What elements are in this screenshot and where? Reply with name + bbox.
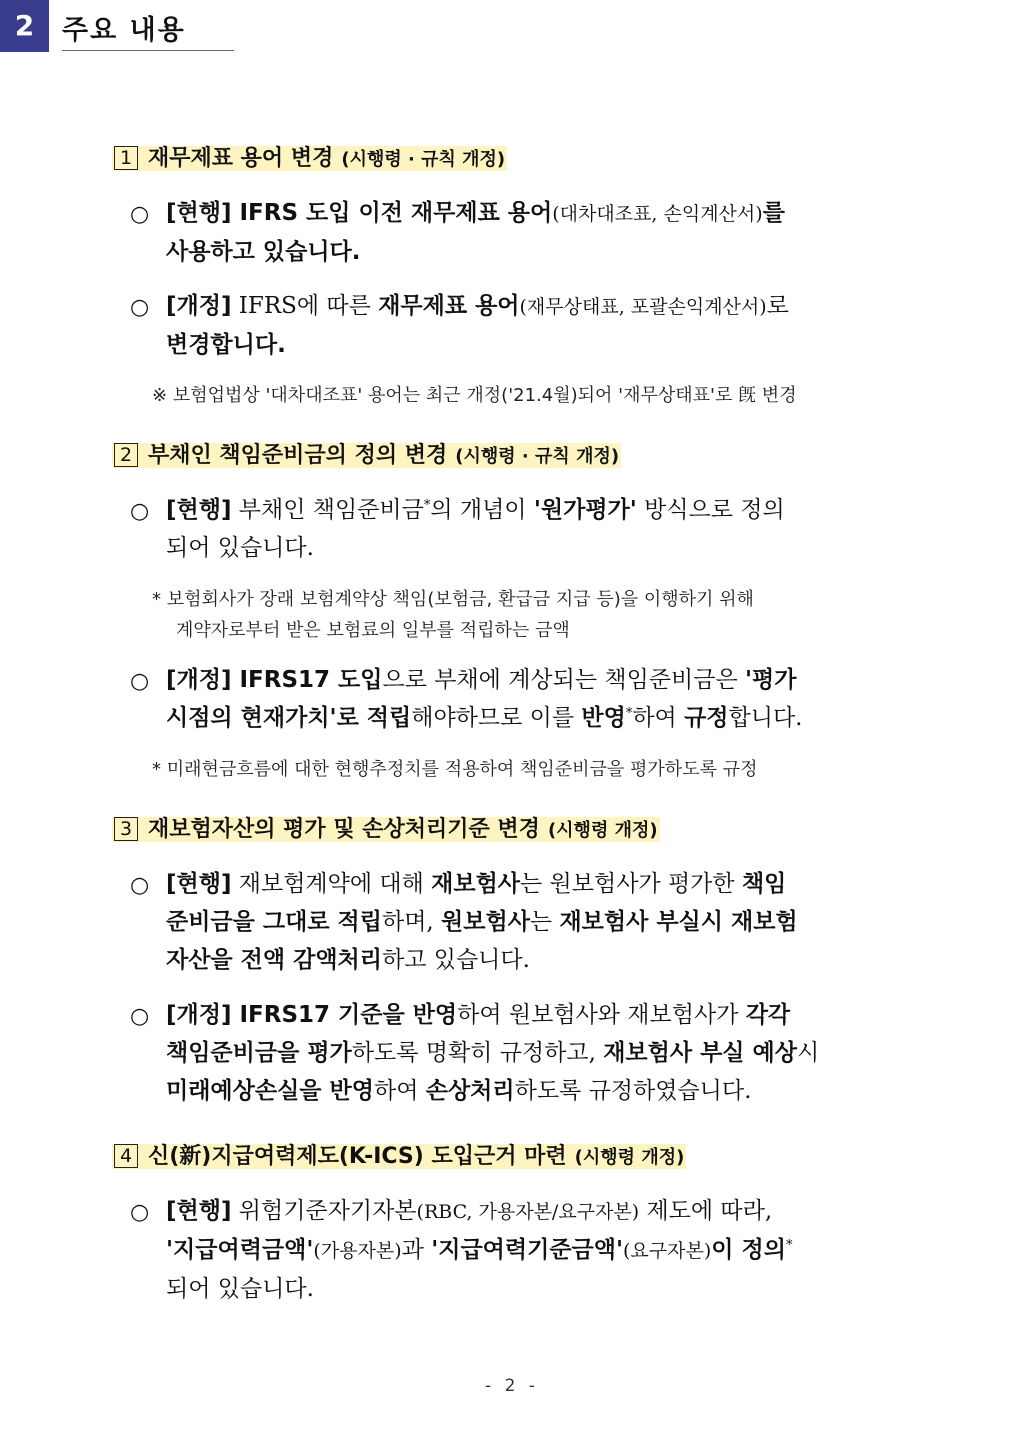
bullet-icon: ○ — [130, 873, 150, 898]
item-number-box: 2 — [114, 443, 138, 467]
footnote-valuation: * 미래현금흐름에 대한 현행추정치를 적용하여 책임준비금을 평가하도록 규정 — [152, 759, 758, 780]
subheading-scope: (시행령 개정) — [574, 1147, 685, 1168]
section-underline — [62, 50, 234, 51]
footnote-reserve-l2: 계약자로부터 받은 보험료의 일부를 적립하는 금액 — [176, 620, 570, 641]
section-header — [0, 0, 235, 52]
subheading-4 — [112, 1142, 686, 1172]
subheading-scope: (시행령 · 규칙 개정) — [341, 149, 506, 170]
subheading-title: 재무제표 용어 변경 — [148, 146, 334, 171]
subheading-3 — [112, 815, 660, 845]
subheading-2 — [112, 441, 621, 471]
item-number-box: 1 — [114, 146, 138, 170]
subheading-title: 재보험자산의 평가 및 손상처리기준 변경 — [148, 817, 540, 842]
bullet-icon: ○ — [130, 499, 150, 524]
paragraph-current-reinsurance: [현행] 재보험계약에 대해 재보험사는 원보험사가 평가한 책임 준비금을 그대로 적립하며, 원보험사는 재보험사 부실시 재보험 자산을 전액 감액처리하고 있습니다. — [166, 871, 798, 973]
bullet-icon: ○ — [130, 1004, 150, 1029]
subheading-title: 부채인 책임준비금의 정의 변경 — [148, 443, 448, 468]
reference-note: ※ 보험업법상 '대차대조표' 용어는 최근 개정('21.4월)되어 '재무상태표'로 旣 변경 — [152, 385, 797, 406]
item-number-box: 4 — [114, 1144, 138, 1168]
paragraph-current-solvency: [현행] 위험기준자기자본(RBC, 가용자본/요구자본) 제도에 따라, '지급여력금액'(가용자본)과 '지급여력기준금액'(요구자본)이 정의* 되어 있습니다. — [166, 1198, 793, 1302]
subheading-scope: (시행령 개정) — [547, 820, 658, 841]
paragraph-current-terms: [현행] IFRS 도입 이전 재무제표 용어(대차대조표, 손익계산서)를 사용하고 있습니다. — [166, 200, 785, 265]
subheading-1 — [112, 144, 507, 174]
section-number: 2 — [0, 0, 49, 52]
bullet-icon: ○ — [130, 669, 150, 694]
bullet-icon: ○ — [130, 202, 150, 227]
subheading-scope: (시행령 · 규칙 개정) — [455, 446, 620, 467]
subheading-title: 신(新)지급여력제도(K-ICS) 도입근거 마련 — [148, 1144, 567, 1169]
paragraph-revised-reserve: [개정] IFRS17 도입으로 부채에 계상되는 책임준비금은 '평가 시점의 현재가치'로 적립해야하므로 이를 반영*하여 규정합니다. — [166, 667, 803, 731]
item-number-box: 3 — [114, 817, 138, 841]
paragraph-current-reserve: [현행] 부채인 책임준비금*의 개념이 '원가평가' 방식으로 정의 되어 있습니다. — [166, 497, 785, 561]
section-title: 주요 내용 — [62, 15, 186, 46]
page-number: - 2 - — [485, 1376, 539, 1396]
bullet-icon: ○ — [130, 1200, 150, 1225]
paragraph-revised-reinsurance: [개정] IFRS17 기준을 반영하여 원보험사와 재보험사가 각각 책임준비금을 평가하도록 명확히 규정하고, 재보험사 부실 예상시 미래예상손실을 반영하여 손상처리하도록 규정하였습니다. — [166, 1002, 820, 1104]
paragraph-revised-terms: [개정] IFRS에 따른 재무제표 용어(재무상태표, 포괄손익계산서)로 변경합니다. — [166, 293, 789, 358]
footnote-reserve-l1: * 보험회사가 장래 보험계약상 책임(보험금, 환급금 지급 등)을 이행하기 위해 — [152, 589, 754, 610]
bullet-icon: ○ — [130, 295, 150, 320]
